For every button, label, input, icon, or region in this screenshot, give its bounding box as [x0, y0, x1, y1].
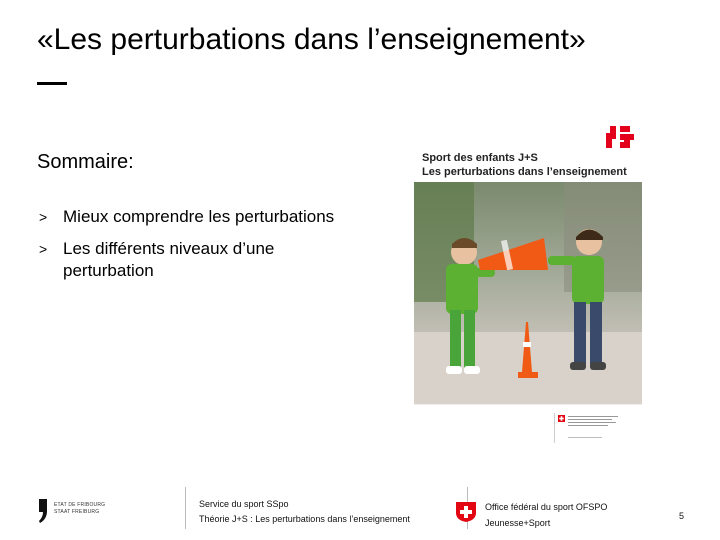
- footer-office: Office fédéral du sport OFSPO: [485, 502, 608, 512]
- footer-service: Service du sport SSpo: [199, 499, 289, 509]
- summary-heading: Sommaire:: [37, 151, 134, 173]
- summary-list: [37, 206, 337, 292]
- summary-item: [37, 238, 337, 282]
- footer-program: Jeunesse+Sport: [485, 518, 551, 528]
- bullet-marker: >: [39, 241, 48, 257]
- cover-subtitle: Les perturbations dans l’enseignement: [422, 166, 627, 178]
- page-number: 5: [679, 511, 685, 521]
- footer-course: Théorie J+S : Les perturbations dans l’enseignement: [199, 514, 410, 524]
- fribourg-name: ETAT DE FRIBOURG: [54, 502, 106, 508]
- summary-item-text: Les différents niveaux d’une perturbation: [63, 239, 275, 280]
- fribourg-name-de: STAAT FREIBURG: [54, 509, 100, 515]
- footer-divider: [185, 487, 186, 529]
- summary-item: [37, 206, 337, 228]
- cover-photo-children: [414, 182, 642, 404]
- title-underline: [37, 82, 67, 85]
- slide-title: «Les perturbations dans l’enseignement»: [37, 23, 586, 56]
- summary-item-text: Mieux comprendre les perturbations: [63, 207, 335, 226]
- bullet-marker: >: [39, 209, 48, 225]
- cover-confederation-logo: [554, 413, 634, 443]
- cover-title: Sport des enfants J+S: [422, 152, 538, 164]
- cover-footer-area: [414, 404, 642, 449]
- brochure-cover: [414, 152, 642, 448]
- swiss-flag-icon: [455, 501, 477, 523]
- js-logo-icon: [606, 124, 634, 150]
